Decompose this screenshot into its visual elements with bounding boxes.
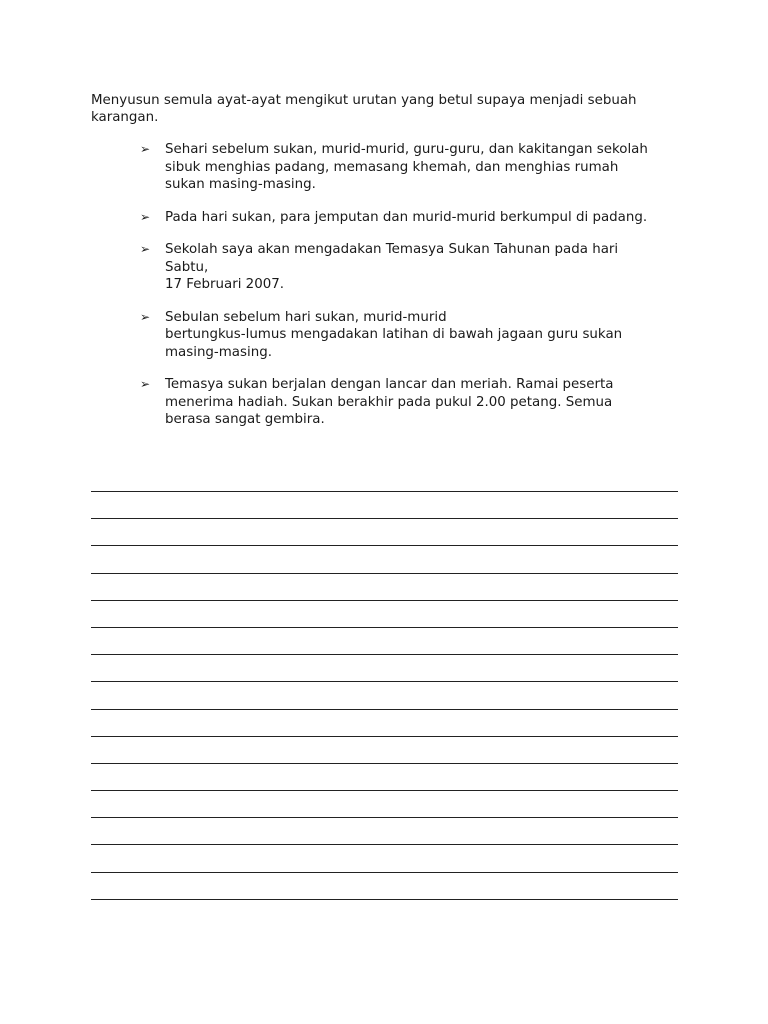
answer-line[interactable] bbox=[91, 844, 678, 845]
sentence-text: Sehari sebelum sukan, murid-murid, guru-guru, dan kakitangan sekolah sibuk menghias padang, memasang khemah, dan menghias rumah sukan masing-masing. bbox=[165, 142, 648, 192]
answer-line[interactable] bbox=[91, 872, 678, 873]
arrow-bullet-icon: ➢ bbox=[140, 142, 151, 156]
answer-lines[interactable] bbox=[91, 491, 678, 926]
arrow-bullet-icon: ➢ bbox=[140, 242, 151, 256]
sentence-item bbox=[140, 309, 685, 362]
arrow-bullet-icon: ➢ bbox=[140, 377, 151, 391]
sentence-text: Sekolah saya akan mengadakan Temasya Sukan Tahunan pada hari Sabtu, 17 Februari 2007. bbox=[165, 242, 619, 292]
sentence-item bbox=[140, 141, 685, 194]
arrow-bullet-icon: ➢ bbox=[140, 209, 151, 224]
answer-line[interactable] bbox=[91, 491, 678, 492]
answer-line[interactable] bbox=[91, 573, 678, 574]
sentence-text: Sebulan sebelum hari sukan, murid-murid bertungkus-lumus mengadakan latihan di bawah jagaan guru sukan masing-masing. bbox=[165, 309, 623, 360]
instruction-text: Menyusun semula ayat-ayat mengikut urutan yang betul supaya menjadi sebuah karangan. bbox=[91, 93, 637, 125]
answer-line[interactable] bbox=[91, 736, 678, 737]
sentence-list bbox=[140, 141, 685, 444]
sentence-item bbox=[140, 241, 685, 294]
sentence-text: Pada hari sukan, para jemputan dan murid-murid berkumpul di padang. bbox=[165, 209, 648, 225]
answer-line[interactable] bbox=[91, 790, 678, 791]
answer-line[interactable] bbox=[91, 709, 678, 710]
answer-line[interactable] bbox=[91, 545, 678, 546]
answer-line[interactable] bbox=[91, 627, 678, 628]
answer-line[interactable] bbox=[91, 654, 678, 655]
answer-line[interactable] bbox=[91, 763, 678, 764]
answer-line[interactable] bbox=[91, 817, 678, 818]
answer-line[interactable] bbox=[91, 899, 678, 900]
answer-line[interactable] bbox=[91, 600, 678, 601]
sentence-item bbox=[140, 209, 685, 227]
answer-line[interactable] bbox=[91, 518, 678, 519]
answer-line[interactable] bbox=[91, 681, 678, 682]
arrow-bullet-icon: ➢ bbox=[140, 309, 151, 324]
sentence-text: Temasya sukan berjalan dengan lancar dan meriah. Ramai peserta menerima hadiah. Sukan berakhir pada pukul 2.00 petang. Semua berasa sangat gembira. bbox=[165, 377, 614, 427]
sentence-item bbox=[140, 376, 685, 429]
